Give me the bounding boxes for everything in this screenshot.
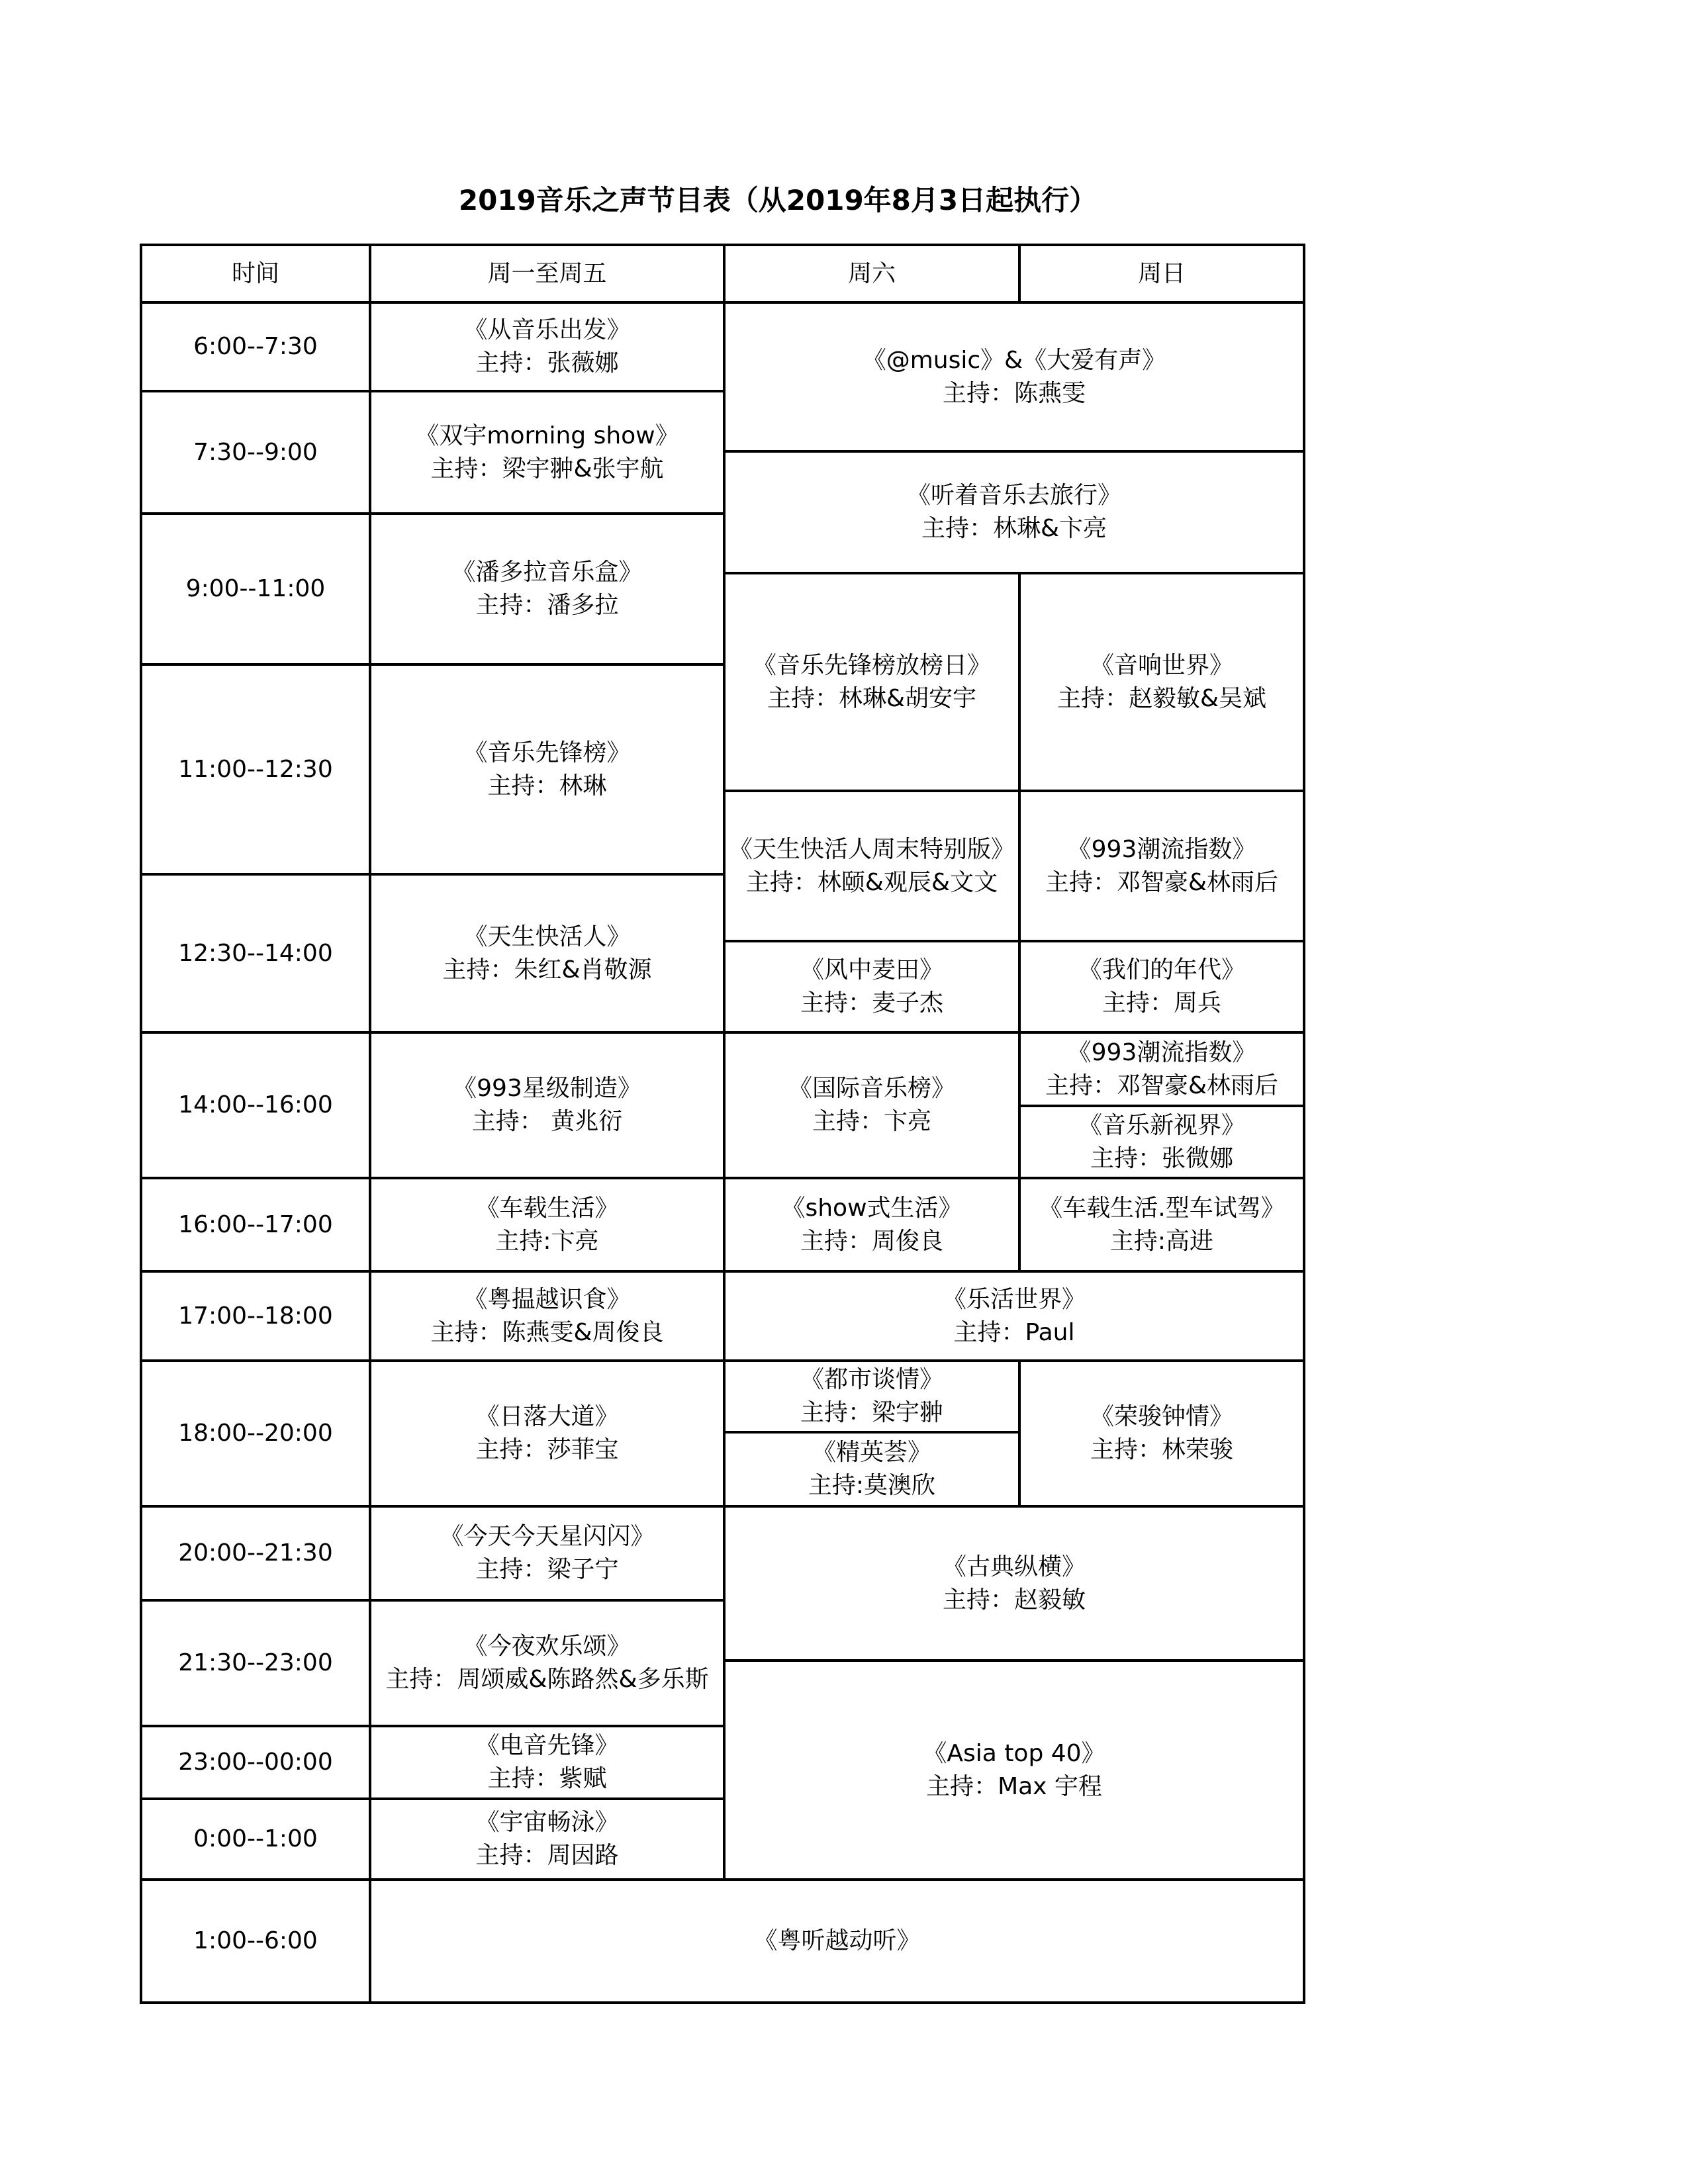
program-cell-saturday: 《国际音乐榜》 主持：卞亮 bbox=[723, 1031, 1021, 1179]
header-time: 时间 bbox=[140, 244, 371, 304]
program-cell: 《宇宙畅泳》 主持：周因路 bbox=[369, 1797, 726, 1881]
program-cell-sunday: 《音乐新视界》 主持：张微娜 bbox=[1018, 1105, 1305, 1179]
program-cell-saturday: 《精英荟》 主持:莫澳欣 bbox=[723, 1431, 1021, 1508]
program-cell-overnight: 《粤听越动听》 bbox=[369, 1878, 1305, 2004]
program-cell-saturday: 《都市谈情》 主持：梁宇翀 bbox=[723, 1359, 1021, 1433]
program-cell-weekend: 《乐活世界》 主持：Paul bbox=[723, 1270, 1305, 1362]
program-cell-weekend: 《听着音乐去旅行》 主持：林琳&卞亮 bbox=[723, 450, 1305, 574]
program-cell: 《993星级制造》 主持： 黄兆衍 bbox=[369, 1031, 726, 1179]
time-slot: 9:00--11:00 bbox=[140, 512, 371, 666]
program-cell-sunday: 《993潮流指数》 主持：邓智豪&林雨后 bbox=[1018, 1031, 1305, 1107]
page-title: 2019音乐之声节目表（从2019年8月3日起执行） bbox=[458, 184, 1098, 216]
program-cell: 《今天今天星闪闪》 主持：梁子宁 bbox=[369, 1505, 726, 1602]
time-slot: 18:00--20:00 bbox=[140, 1359, 371, 1508]
program-cell-weekend: 《Asia top 40》 主持：Max 宇程 bbox=[723, 1659, 1305, 1881]
program-cell: 《日落大道》 主持：莎菲宝 bbox=[369, 1359, 726, 1508]
program-cell-sunday: 《993潮流指数》 主持：邓智豪&林雨后 bbox=[1018, 790, 1305, 942]
program-cell: 《粤揾越识食》 主持：陈燕雯&周俊良 bbox=[369, 1270, 726, 1362]
header-sunday: 周日 bbox=[1018, 244, 1305, 304]
program-cell-saturday: 《音乐先锋榜放榜日》 主持：林琳&胡安宇 bbox=[723, 572, 1021, 792]
header-saturday: 周六 bbox=[723, 244, 1021, 304]
time-slot: 16:00--17:00 bbox=[140, 1177, 371, 1273]
program-cell-saturday: 《风中麦田》 主持：麦子杰 bbox=[723, 940, 1021, 1034]
program-cell: 《双宇morning show》 主持：梁宇翀&张宇航 bbox=[369, 390, 726, 515]
program-cell: 《电音先锋》 主持：紫赋 bbox=[369, 1725, 726, 1800]
time-slot: 0:00--1:00 bbox=[140, 1797, 371, 1881]
program-cell: 《潘多拉音乐盒》 主持：潘多拉 bbox=[369, 512, 726, 666]
program-cell: 《音乐先锋榜》 主持：林琳 bbox=[369, 663, 726, 876]
time-slot: 6:00--7:30 bbox=[140, 301, 371, 392]
time-slot: 11:00--12:30 bbox=[140, 663, 371, 876]
program-cell-sunday: 《车载生活.型车试驾》 主持:高进 bbox=[1018, 1177, 1305, 1273]
time-slot: 1:00--6:00 bbox=[140, 1878, 371, 2004]
program-cell: 《车载生活》 主持:卞亮 bbox=[369, 1177, 726, 1273]
program-cell-sunday: 《我们的年代》 主持：周兵 bbox=[1018, 940, 1305, 1034]
time-slot: 14:00--16:00 bbox=[140, 1031, 371, 1179]
program-cell-saturday: 《show式生活》 主持：周俊良 bbox=[723, 1177, 1021, 1273]
time-slot: 17:00--18:00 bbox=[140, 1270, 371, 1362]
program-cell-sunday: 《音响世界》 主持：赵毅敏&吴斌 bbox=[1018, 572, 1305, 792]
time-slot: 20:00--21:30 bbox=[140, 1505, 371, 1602]
program-cell: 《从音乐出发》 主持：张薇娜 bbox=[369, 301, 726, 392]
time-slot: 21:30--23:00 bbox=[140, 1599, 371, 1727]
time-slot: 23:00--00:00 bbox=[140, 1725, 371, 1800]
program-cell: 《今夜欢乐颂》 主持：周颂威&陈路然&多乐斯 bbox=[369, 1599, 726, 1727]
program-cell-weekend: 《@music》&《大爱有声》 主持：陈燕雯 bbox=[723, 301, 1305, 453]
time-slot: 7:30--9:00 bbox=[140, 390, 371, 515]
header-weekday: 周一至周五 bbox=[369, 244, 726, 304]
time-slot: 12:30--14:00 bbox=[140, 873, 371, 1034]
program-cell-weekend: 《古典纵横》 主持：赵毅敏 bbox=[723, 1505, 1305, 1662]
program-cell-saturday: 《天生快活人周末特别版》 主持：林颐&观辰&文文 bbox=[723, 790, 1021, 942]
program-cell: 《天生快活人》 主持：朱红&肖敬源 bbox=[369, 873, 726, 1034]
program-cell-sunday: 《荣骏钟情》 主持：林荣骏 bbox=[1018, 1359, 1305, 1508]
